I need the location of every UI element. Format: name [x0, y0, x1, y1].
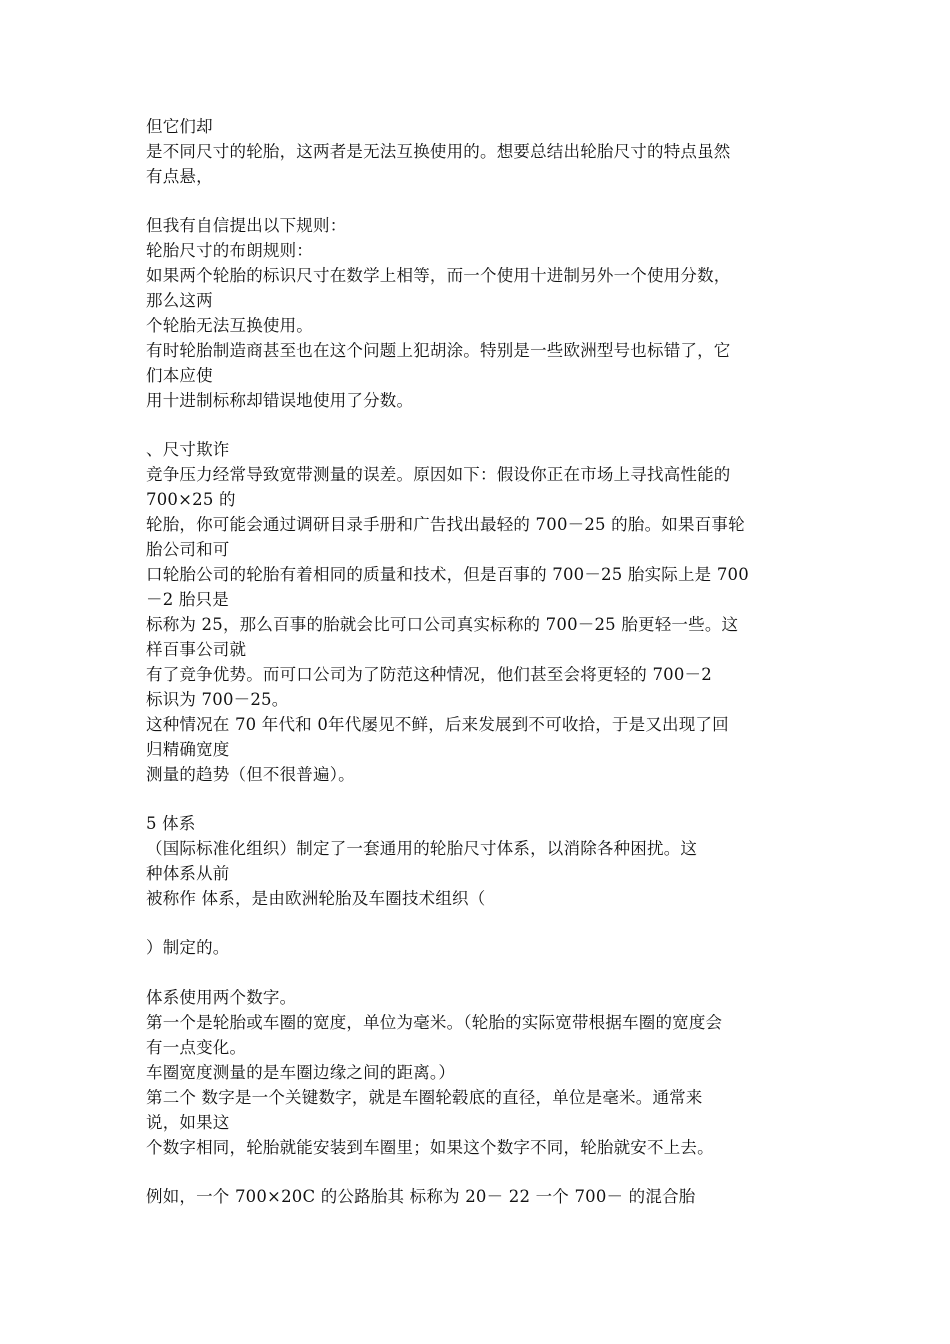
text-line: 体系使用两个数字。	[146, 988, 297, 1007]
text-line: 但它们却	[146, 117, 213, 136]
text-line: 那么这两	[146, 291, 213, 310]
section-heading: 、尺寸欺诈	[146, 440, 230, 459]
text-line: 口轮胎公司的轮胎有着相同的质量和技术，但是百事的 700－25 胎实际上是 700	[146, 565, 749, 584]
text-line: 轮胎尺寸的布朗规则：	[146, 241, 313, 260]
text-line: 竞争压力经常导致宽带测量的误差。原因如下：假设你正在市场上寻找高性能的	[146, 465, 731, 484]
text-line: （国际标准化组织）制定了一套通用的轮胎尺寸体系，以消除各种困扰。这	[146, 839, 698, 858]
text-line: 有了竞争优势。而可口公司为了防范这种情况，他们甚至会将更轻的 700－2	[146, 665, 712, 684]
text-line: 种体系从前	[146, 864, 230, 883]
text-line: 个轮胎无法互换使用。	[146, 316, 313, 335]
text-line: 有一点变化。	[146, 1038, 247, 1057]
text-line: －2 胎只是	[146, 590, 229, 609]
text-line: 这种情况在 70 年代和 0年代屡见不鲜，后来发展到不可收拾，于是又出现了回	[146, 715, 729, 734]
text-line: 是不同尺寸的轮胎，这两者是无法互换使用的。想要总结出轮胎尺寸的特点虽然	[146, 142, 731, 161]
section-heading: 5 体系	[146, 814, 196, 833]
text-line: 胎公司和可	[146, 540, 230, 559]
text-line: 用十进制标称却错误地使用了分数。	[146, 391, 414, 410]
text-line: 个数字相同，轮胎就能安装到车圈里；如果这个数字不同，轮胎就安不上去。	[146, 1138, 714, 1157]
text-line: 如果两个轮胎的标识尺寸在数学上相等，而一个使用十进制另外一个使用分数，	[146, 266, 731, 285]
text-line: ）制定的。	[146, 938, 230, 957]
text-line: 轮胎，你可能会通过调研目录手册和广告找出最轻的 700－25 的胎。如果百事轮	[146, 515, 745, 534]
text-line: 第一个是轮胎或车圈的宽度，单位为毫米。（轮胎的实际宽带根据车圈的宽度会	[146, 1013, 723, 1032]
text-line: 归精确宽度	[146, 740, 230, 759]
text-line: 车圈宽度测量的是车圈边缘之间的距离。）	[146, 1063, 456, 1082]
text-line: 有时轮胎制造商甚至也在这个问题上犯胡涂。特别是一些欧洲型号也标错了，它	[146, 341, 731, 360]
text-line: 第二个 数字是一个关键数字，就是车圈轮毂底的直径，单位是毫米。通常来	[146, 1088, 703, 1107]
text-line: 但我有自信提出以下规则：	[146, 216, 347, 235]
text-line: 测量的趋势（但不很普遍）。	[146, 765, 355, 784]
text-line: 们本应使	[146, 366, 213, 385]
text-line: 样百事公司就	[146, 640, 247, 659]
text-line: 700×25 的	[146, 490, 236, 509]
text-line: 被称作 体系，是由欧洲轮胎及车圈技术组织（	[146, 889, 486, 908]
text-line: 标识为 700－25。	[146, 690, 289, 709]
text-line: 标称为 25，那么百事的胎就会比可口公司真实标称的 700－25 胎更轻一些。这	[146, 615, 739, 634]
text-line: 有点悬，	[146, 167, 213, 186]
text-line: 例如，一个 700×20C 的公路胎其 标称为 20－ 22 一个 700－ 的混合胎	[146, 1187, 696, 1206]
text-line: 说，如果这	[146, 1113, 230, 1132]
